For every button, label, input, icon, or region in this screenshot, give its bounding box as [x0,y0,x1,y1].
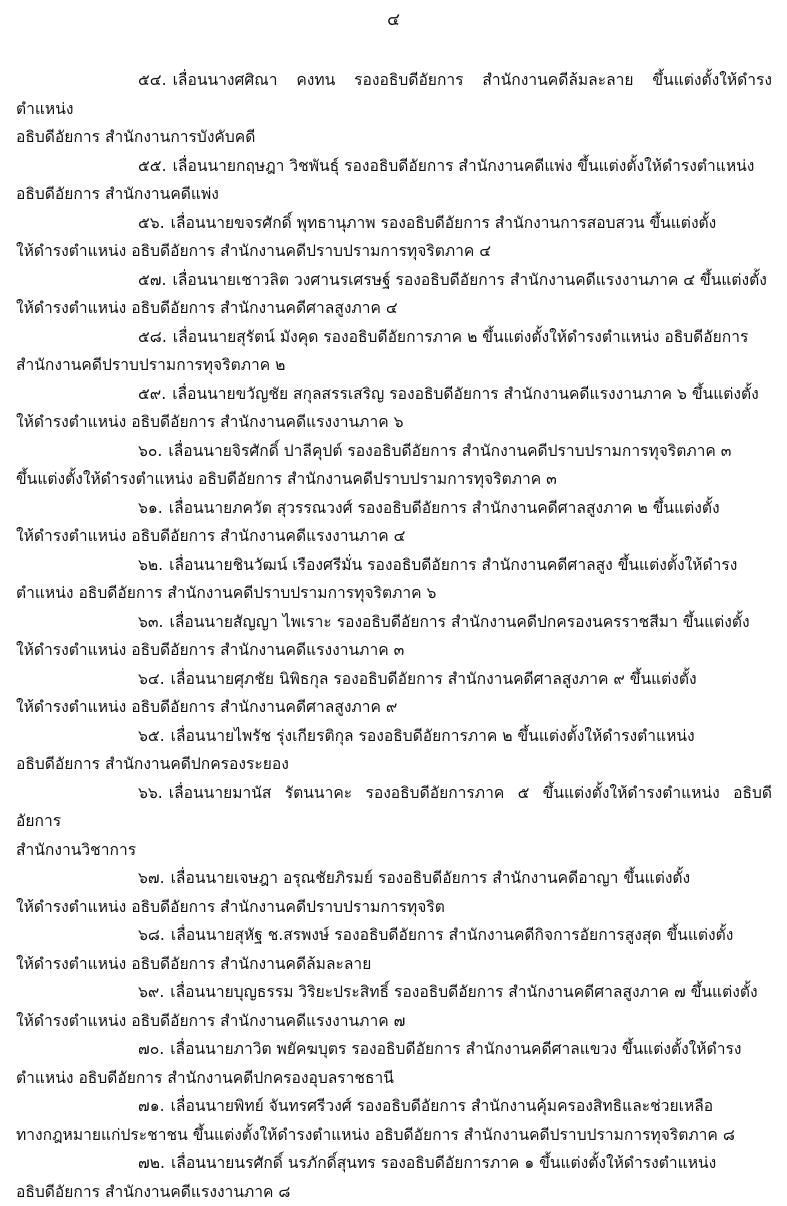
entry-text-line1: เลื่อนนายภาวิต พยัคฆบุตร รองอธิบดีอัยการ สำนักงานคดีศาลแขวง ขึ้นแต่งตั้งให้ดำรง [170,1040,741,1058]
entry-text-line2: อธิบดีอัยการ สำนักงานการบังคับคดี [16,123,772,152]
entry-text-line1: เลื่อนนายภควัต สุวรรณวงศ์ รองอธิบดีอัยการ สำนักงานคดีศาลสูงภาค ๒ ขึ้นแต่งตั้ง [169,499,720,517]
entry-text-line1: เลื่อนนายบุญธรรม วิริยะประสิทธิ์ รองอธิบดีอัยการ สำนักงานคดีศาลสูงภาค ๗ ขึ้นแต่งตั้ง [170,983,757,1001]
entry-text-line1: เลื่อนนายสุหัฐ ช.สรพงษ์ รองอธิบดีอัยการ สำนักงานคดีกิจการอัยการสูงสุด ขึ้นแต่งตั้ง [171,926,733,944]
entry-text-line2: อธิบดีอัยการ สำนักงานคดีปกครองระยอง [16,750,772,779]
entry-text-line2: ให้ดำรงตำแหน่ง อธิบดีอัยการ สำนักงานคดีแรงงานภาค ๖ [16,408,772,437]
entry-number: ๖๑. [138,499,163,517]
appointment-entry [16,380,772,437]
entry-text-line2: อธิบดีอัยการ สำนักงานคดีแรงงานภาค ๘ [16,1178,772,1206]
appointment-entry [16,1035,772,1092]
entry-text-line1: เลื่อนนายนรศักดิ์ นรภักดิ์สุนทร รองอธิบดีอัยการภาค ๑ ขึ้นแต่งตั้งให้ดำรงตำแหน่ง [171,1154,716,1172]
entry-number: ๖๒. [138,556,163,574]
entry-text-line1: เลื่อนนายชินวัฒน์ เรืองศรีมั่น รองอธิบดีอัยการ สำนักงานคดีศาลสูง ขึ้นแต่งตั้งให้ดำรง [169,556,737,574]
appointment-list [16,66,772,1206]
entry-number: ๖๘. [138,926,165,944]
page-number: ๔ [0,8,787,32]
entry-text-line2: ให้ดำรงตำแหน่ง อธิบดีอัยการ สำนักงานคดีศาลสูงภาค ๔ [16,294,772,323]
entry-number: ๕๔. [138,71,167,89]
entry-text-line1: เลื่อนนายศุภชัย นิพิธกุล รองอธิบดีอัยการ สำนักงานคดีศาลสูงภาค ๙ ขึ้นแต่งตั้ง [171,670,697,688]
appointment-entry [16,66,772,152]
entry-number: ๖๐. [138,442,162,460]
appointment-entry [16,921,772,978]
entry-text-line1: เลื่อนนายไพรัช รุ่งเกียรติกุล รองอธิบดีอัยการภาค ๒ ขึ้นแต่งตั้งให้ดำรงตำแหน่ง [171,727,695,745]
entry-number: ๖๗. [138,869,165,887]
entry-number: ๗๒. [138,1154,165,1172]
entry-text-line1: เลื่อนนายเจษฎา อรุณชัยภิรมย์ รองอธิบดีอัยการ สำนักงานคดีอาญา ขึ้นแต่งตั้ง [171,869,691,887]
entry-text-line1: เลื่อนนายพิทย์ จันทรศรีวงศ์ รองอธิบดีอัยการ สำนักงานคุ้มครองสิทธิและช่วยเหลือ [171,1097,714,1115]
entry-text-line1: เลื่อนนายจิรศักดิ์ ปาลีคุปต์ รองอธิบดีอัยการ สำนักงานคดีปราบปรามการทุจริตภาค ๓ [168,442,731,460]
appointment-entry [16,323,772,380]
entry-text-line2: ตำแหน่ง อธิบดีอัยการ สำนักงานคดีปราบปรามการทุจริตภาค ๖ [16,579,772,608]
appointment-entry [16,779,772,865]
entry-number: ๖๓. [138,613,164,631]
entry-text-line1: เลื่อนนางศศิณา คงทน รองอธิบดีอัยการ สำนักงานคดีล้มละลาย ขึ้นแต่งตั้งให้ดำรงตำแหน่ง [16,71,772,118]
entry-text-line2: ให้ดำรงตำแหน่ง อธิบดีอัยการ สำนักงานคดีแรงงานภาค ๗ [16,1007,772,1036]
entry-text-line2: ให้ดำรงตำแหน่ง อธิบดีอัยการ สำนักงานคดีล้มละลาย [16,950,772,979]
appointment-entry [16,722,772,779]
entry-text-line1: เลื่อนนายกฤษฎา วิชพันธุ์ รองอธิบดีอัยการ สำนักงานคดีแพ่ง ขึ้นแต่งตั้งให้ดำรงตำแหน่ง [173,157,755,175]
appointment-entry [16,551,772,608]
appointment-entry [16,665,772,722]
appointment-entry [16,1092,772,1149]
appointment-entry [16,266,772,323]
entry-text-line2: สำนักงานวิชาการ [16,836,772,865]
entry-text-line2: สำนักงานคดีปราบปรามการทุจริตภาค ๒ [16,351,772,380]
entry-text-line1: เลื่อนนายขวัญชัย สกุลสรรเสริญ รองอธิบดีอัยการ สำนักงานคดีแรงงานภาค ๖ ขึ้นแต่งตั้ง [172,385,759,403]
entry-text-line2: ให้ดำรงตำแหน่ง อธิบดีอัยการ สำนักงานคดีปราบปรามการทุจริต [16,893,772,922]
appointment-entry [16,608,772,665]
entry-text-line2: อธิบดีอัยการ สำนักงานคดีแพ่ง [16,180,772,209]
entry-number: ๕๕. [138,157,167,175]
entry-text-line1: เลื่อนนายมานัส รัตนนาคะ รองอธิบดีอัยการภาค ๕ ขึ้นแต่งตั้งให้ดำรงตำแหน่ง อธิบดีอัยการ [16,784,772,831]
entry-text-line2: ให้ดำรงตำแหน่ง อธิบดีอัยการ สำนักงานคดีแรงงานภาค ๓ [16,636,772,665]
entry-text-line1: เลื่อนนายเชาวลิต วงศานรเศรษฐ์ รองอธิบดีอัยการ สำนักงานคดีแรงงานภาค ๔ ขึ้นแต่งตั้ง [173,271,767,289]
entry-text-line2: ขึ้นแต่งตั้งให้ดำรงตำแหน่ง อธิบดีอัยการ สำนักงานคดีปราบปรามการทุจริตภาค ๓ [16,465,772,494]
appointment-entry [16,494,772,551]
entry-text-line2: ทางกฎหมายแก่ประชาชน ขึ้นแต่งตั้งให้ดำรงตำแหน่ง อธิบดีอัยการ สำนักงานคดีปราบปรามการทุจริตภาค ๘ [16,1121,772,1150]
appointment-entry [16,1149,772,1206]
entry-number: ๖๙. [138,983,164,1001]
entry-number: ๕๖. [138,214,165,232]
entry-number: ๕๙. [138,385,166,403]
entry-number: ๗๑. [138,1097,165,1115]
entry-text-line2: ตำแหน่ง อธิบดีอัยการ สำนักงานคดีปกครองอุบลราชธานี [16,1064,772,1093]
entry-number: ๖๖. [138,784,163,802]
entry-text-line1: เลื่อนนายสัญญา ไพเราะ รองอธิบดีอัยการ สำนักงานคดีปกครองนครราชสีมา ขึ้นแต่งตั้ง [170,613,750,631]
appointment-entry [16,864,772,921]
appointment-entry [16,978,772,1035]
entry-text-line2: ให้ดำรงตำแหน่ง อธิบดีอัยการ สำนักงานคดีศาลสูงภาค ๙ [16,693,772,722]
entry-number: ๖๕. [138,727,165,745]
entry-number: ๖๔. [138,670,165,688]
entry-text-line2: ให้ดำรงตำแหน่ง อธิบดีอัยการ สำนักงานคดีปราบปรามการทุจริตภาค ๔ [16,237,772,266]
entry-number: ๕๗. [138,271,167,289]
entry-text-line1: เลื่อนนายสุรัตน์ มังคุด รองอธิบดีอัยการภาค ๒ ขึ้นแต่งตั้งให้ดำรงตำแหน่ง อธิบดีอัยการ [173,328,749,346]
entry-number: ๗๐. [138,1040,164,1058]
entry-number: ๕๘. [138,328,167,346]
appointment-entry [16,152,772,209]
entry-text-line1: เลื่อนนายขจรศักดิ์ พุทธานุภาพ รองอธิบดีอัยการ สำนักงานการสอบสวน ขึ้นแต่งตั้ง [171,214,717,232]
entry-text-line2: ให้ดำรงตำแหน่ง อธิบดีอัยการ สำนักงานคดีแรงงานภาค ๔ [16,522,772,551]
appointment-entry [16,209,772,266]
appointment-entry [16,437,772,494]
